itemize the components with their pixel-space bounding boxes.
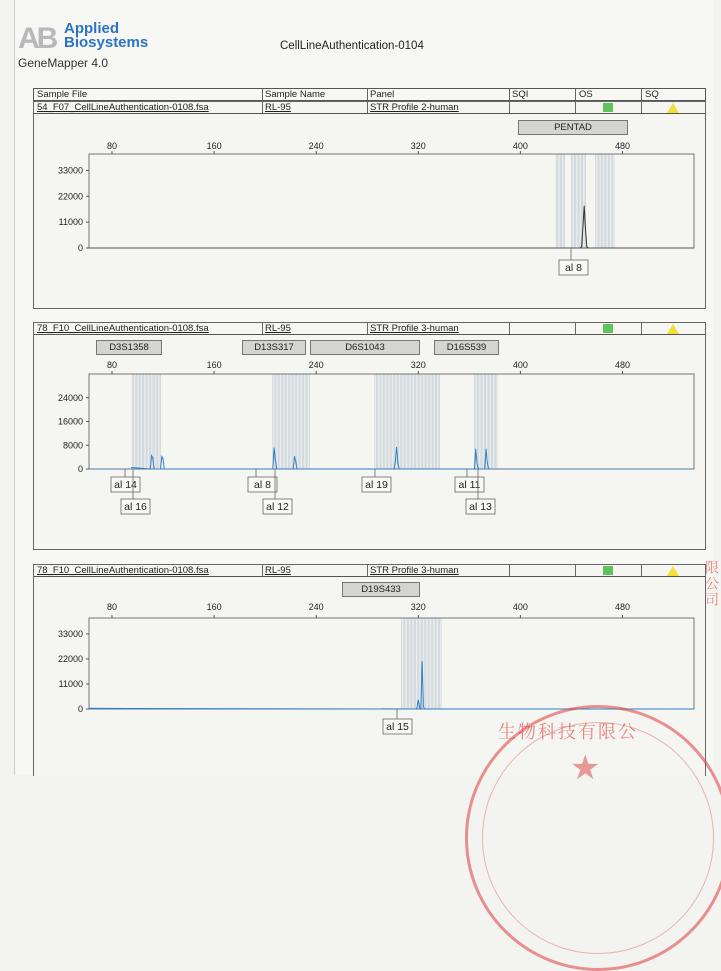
x-tick-label: 160 — [206, 141, 222, 151]
allele-call-label: al 13 — [469, 501, 492, 513]
company-seal-stamp: 生物科技有限公 ★ — [465, 705, 721, 971]
panel-1-sample-name: RL-95 — [265, 102, 291, 113]
allele-call-label: al 16 — [124, 501, 147, 513]
y-tick-label: 0 — [77, 704, 83, 714]
col-panel: Panel — [370, 89, 395, 100]
document-title: CellLineAuthentication-0104 — [280, 40, 424, 52]
sample-panel-2 — [33, 322, 706, 550]
x-tick-label: 80 — [106, 360, 117, 370]
x-tick-label: 80 — [106, 141, 117, 151]
plot-frame — [89, 618, 694, 709]
panel-2-sample-name: RL-95 — [265, 323, 291, 334]
trace-line — [131, 447, 488, 469]
x-tick-label: 320 — [410, 602, 426, 612]
allele-call-label: al 14 — [114, 479, 137, 491]
marker-label[interactable]: D19S433 — [342, 582, 420, 597]
x-tick-label: 320 — [410, 141, 426, 151]
x-tick-label: 400 — [512, 141, 528, 151]
panel-2-panel-name: STR Profile 3-human — [370, 323, 459, 334]
side-seal-stamp: 限公司 — [703, 560, 719, 608]
allele-call-label: al 11 — [458, 479, 481, 491]
marker-label[interactable]: D16S539 — [434, 340, 499, 355]
y-tick-label: 22000 — [57, 191, 83, 202]
column-header-row — [33, 88, 706, 101]
x-tick-label: 80 — [106, 602, 117, 612]
x-tick-label: 160 — [206, 360, 222, 370]
allele-call-label: al 8 — [565, 262, 582, 274]
panel-1-panel-name: STR Profile 2-human — [370, 102, 459, 113]
allele-call-label: al 19 — [365, 479, 388, 491]
panel-2-sample-file: 78_F10_CellLineAuthentication-0108.fsa — [37, 323, 209, 334]
x-tick-label: 320 — [410, 360, 426, 370]
y-tick-label: 11000 — [58, 217, 83, 228]
company-name — [64, 22, 148, 50]
allele-call-label: al 15 — [386, 721, 409, 733]
app-name: GeneMapper 4.0 — [18, 56, 109, 70]
allele-call-label: al 12 — [266, 501, 289, 513]
trace-line — [89, 661, 694, 709]
col-sqi: SQI — [512, 89, 529, 100]
marker-label[interactable]: D3S1358 — [96, 340, 162, 355]
allele-call-label: al 8 — [254, 479, 271, 491]
x-tick-label: 480 — [615, 360, 631, 370]
electropherogram-plot-2 — [34, 323, 705, 549]
col-sample-name: Sample Name — [265, 89, 326, 100]
x-tick-label: 240 — [308, 141, 324, 151]
y-tick-label: 11000 — [58, 678, 83, 689]
y-tick-label: 24000 — [57, 392, 83, 403]
plot-frame — [89, 154, 694, 248]
marker-label[interactable]: D13S317 — [242, 340, 306, 355]
y-tick-label: 0 — [77, 464, 83, 474]
y-tick-label: 0 — [77, 243, 83, 253]
panel-1-sample-file: 54_F07_CellLineAuthentication-0108.fsa — [37, 102, 209, 113]
col-sample-file: Sample File — [37, 89, 88, 100]
panel-3-sample-file: 78_F10_CellLineAuthentication-0108.fsa — [37, 565, 209, 576]
company-name-line2: Biosystems — [64, 34, 149, 51]
col-sq: SQ — [645, 89, 659, 100]
x-tick-label: 400 — [512, 360, 528, 370]
marker-label[interactable]: D6S1043 — [310, 340, 420, 355]
x-tick-label: 240 — [308, 602, 324, 612]
electropherogram-plot-1 — [34, 102, 705, 308]
x-tick-label: 480 — [615, 141, 631, 151]
company-name-line1: Applied — [64, 20, 119, 37]
panel-3-panel-name: STR Profile 3-human — [370, 565, 459, 576]
y-tick-label: 33000 — [57, 165, 83, 176]
marker-label[interactable]: PENTAD — [518, 120, 628, 135]
sample-panel-1 — [33, 101, 706, 309]
applied-biosystems-logo-icon: AB — [18, 22, 56, 55]
y-tick-label: 16000 — [57, 416, 83, 427]
y-tick-label: 33000 — [57, 628, 83, 639]
x-tick-label: 160 — [206, 602, 222, 612]
y-tick-label: 8000 — [62, 440, 83, 451]
y-tick-label: 22000 — [57, 653, 83, 664]
x-tick-label: 400 — [512, 602, 528, 612]
x-tick-label: 240 — [308, 360, 324, 370]
x-tick-label: 480 — [615, 602, 631, 612]
col-os: OS — [579, 89, 593, 100]
panel-3-sample-name: RL-95 — [265, 565, 291, 576]
